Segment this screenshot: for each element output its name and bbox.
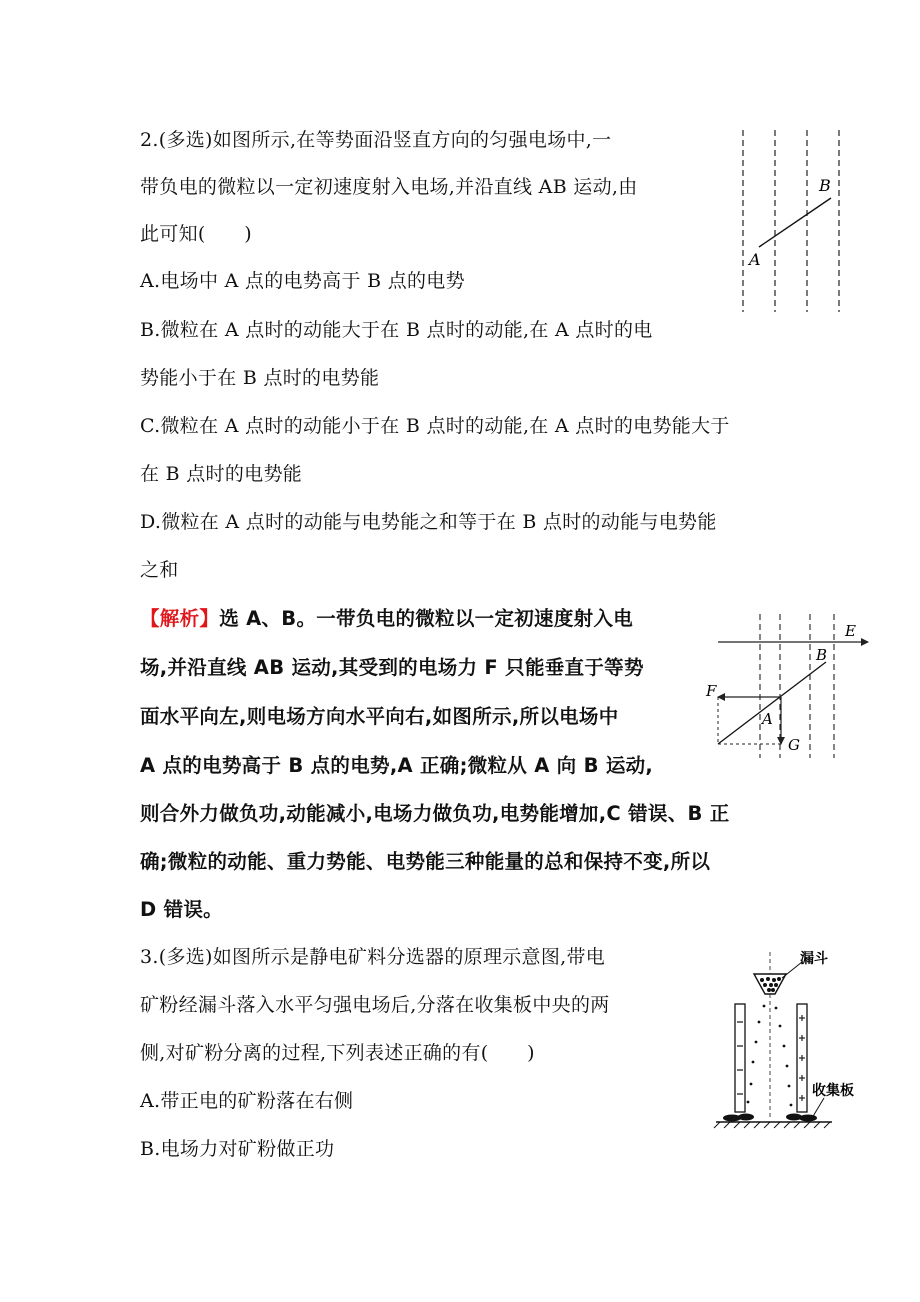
field-e-label: E bbox=[845, 622, 856, 640]
q3-option-a: A.带正电的矿粉落在右侧 bbox=[140, 1090, 354, 1112]
analysis-line-2: 场,并沿直线 AB 运动,其受到的电场力 F 只能垂直于等势 bbox=[140, 656, 644, 679]
q2-option-c: C.微粒在 A 点时的动能小于在 B 点时的动能,在 A 点时的电势能大于 bbox=[140, 415, 730, 437]
q2-stem-line-1: 2.(多选)如图所示,在等势面沿竖直方向的匀强电场中,一 bbox=[140, 129, 612, 151]
left-plate bbox=[735, 1004, 745, 1112]
q3-stem-line-2: 矿粉经漏斗落入水平匀强电场后,分落在收集板中央的两 bbox=[140, 994, 610, 1016]
point-a-label: A bbox=[749, 250, 761, 269]
q2-option-b-cont: 势能小于在 B 点时的电势能 bbox=[140, 367, 380, 389]
analysis-line-1-text: 选 A、B。一带负电的微粒以一定初速度射入电 bbox=[219, 607, 634, 630]
q2-stem-line-3: 此可知( ) bbox=[140, 223, 252, 245]
trajectory-line-ab bbox=[718, 662, 826, 744]
analysis-figure bbox=[704, 612, 874, 762]
funnel-label-leader bbox=[782, 962, 802, 978]
plate-label-leader bbox=[812, 1098, 824, 1118]
point-b-label: B bbox=[816, 646, 828, 664]
funnel-label: 漏斗 bbox=[800, 951, 828, 967]
q3-stem-line-3: 侧,对矿粉分离的过程,下列表述正确的有( ) bbox=[140, 1042, 535, 1064]
q2-figure bbox=[735, 128, 850, 314]
gravity-g-label: G bbox=[788, 736, 800, 754]
analysis-line-7: D 错误。 bbox=[140, 898, 223, 921]
q2-option-c-cont: 在 B 点时的电势能 bbox=[140, 463, 303, 485]
point-b-label: B bbox=[819, 176, 831, 195]
analysis-tag: 【解析】 bbox=[140, 607, 220, 630]
collection-plate-label: 收集板 bbox=[812, 1083, 854, 1099]
trajectory-line-ab bbox=[759, 198, 831, 247]
analysis-line-3: 面水平向左,则电场方向水平向右,如图所示,所以电场中 bbox=[140, 705, 619, 728]
q3-option-b: B.电场力对矿粉做正功 bbox=[140, 1138, 335, 1160]
q3-figure bbox=[712, 950, 862, 1132]
analysis-line-1 bbox=[140, 607, 633, 631]
q2-option-a: A.电场中 A 点的电势高于 B 点的电势 bbox=[140, 270, 465, 292]
q2-option-d: D.微粒在 A 点时的动能与电势能之和等于在 B 点时的动能与电势能 bbox=[140, 511, 717, 533]
q2-option-d-cont: 之和 bbox=[140, 559, 179, 581]
force-f-label: F bbox=[706, 682, 717, 700]
q2-stem-line-2: 带负电的微粒以一定初速度射入电场,并沿直线 AB 运动,由 bbox=[140, 176, 638, 198]
q2-option-b: B.微粒在 A 点时的动能大于在 B 点时的动能,在 A 点时的电 bbox=[140, 319, 653, 341]
analysis-line-4: A 点的电势高于 B 点的电势,A 正确;微粒从 A 向 B 运动, bbox=[140, 754, 654, 777]
point-a-label: A bbox=[762, 710, 773, 728]
q3-stem-line-1: 3.(多选)如图所示是静电矿料分选器的原理示意图,带电 bbox=[140, 946, 606, 968]
analysis-line-6: 确;微粒的动能、重力势能、电势能三种能量的总和保持不变,所以 bbox=[140, 850, 711, 873]
analysis-line-5: 则合外力做负功,动能减小,电场力做负功,电势能增加,C 错误、B 正 bbox=[140, 802, 730, 825]
